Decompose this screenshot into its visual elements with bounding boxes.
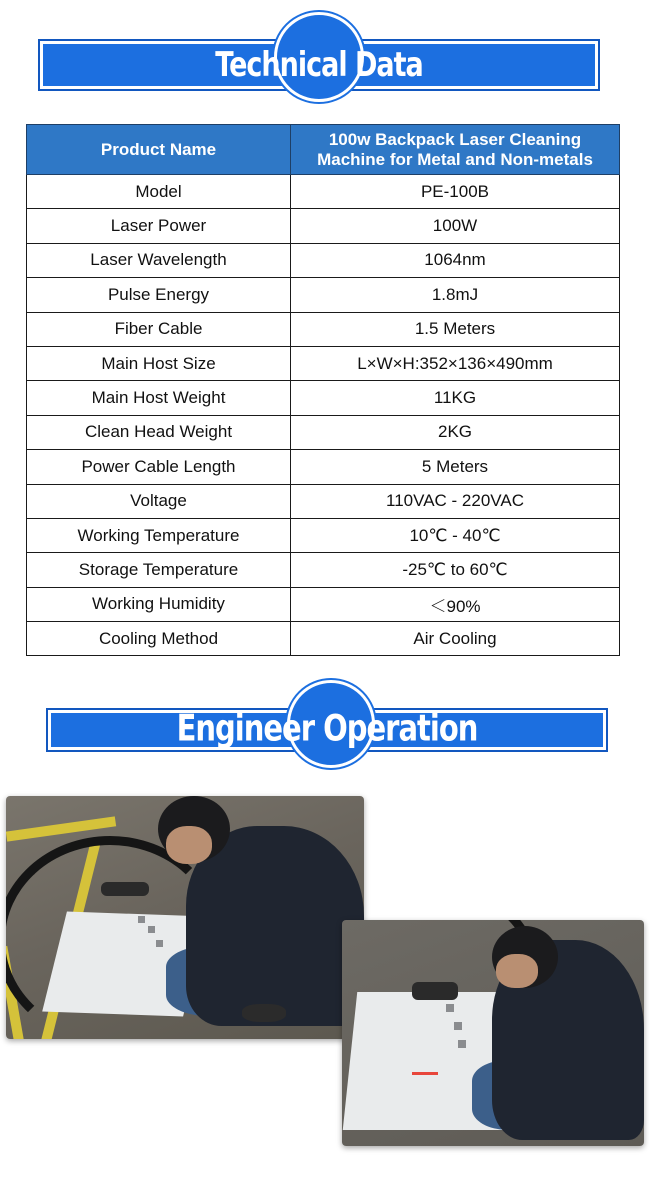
technical-data-banner — [38, 12, 600, 102]
spec-label: Working Humidity — [27, 587, 291, 621]
table-row — [27, 587, 620, 621]
table-row — [27, 553, 620, 587]
operation-photo-1 — [6, 796, 364, 1039]
header-product-title-line1: 100w Backpack Laser Cleaning — [328, 129, 582, 149]
laser-gun — [412, 982, 458, 1000]
spec-value: 5 Meters — [291, 450, 620, 484]
operation-photo-2 — [342, 920, 644, 1146]
table-row — [27, 622, 620, 656]
spec-label: Voltage — [27, 484, 291, 518]
spec-label: Main Host Size — [27, 346, 291, 380]
spec-label: Power Cable Length — [27, 450, 291, 484]
table-row — [27, 415, 620, 449]
spec-value: PE-100B — [291, 175, 620, 209]
header-product-title-line2: Machine for Metal and Non-metals — [317, 149, 593, 169]
spec-value: L×W×H:352×136×490mm — [291, 346, 620, 380]
table-row — [27, 450, 620, 484]
technical-data-title: Technical Data — [215, 46, 423, 85]
table-row — [27, 243, 620, 277]
person-face — [166, 826, 212, 864]
laser-beam — [412, 1072, 438, 1075]
engineer-operation-banner — [46, 680, 608, 775]
spec-label: Fiber Cable — [27, 312, 291, 346]
header-product-title — [291, 125, 620, 175]
table-header-row — [27, 125, 620, 175]
spec-value: 1064nm — [291, 243, 620, 277]
laser-gun — [101, 882, 149, 896]
spec-value: ＜90% — [291, 587, 620, 621]
spec-value: Air Cooling — [291, 622, 620, 656]
spec-value: 10℃ - 40℃ — [291, 518, 620, 552]
spec-value: 2KG — [291, 415, 620, 449]
spec-value: 100W — [291, 209, 620, 243]
table-row — [27, 209, 620, 243]
person-face — [496, 954, 538, 988]
spec-table-body — [27, 175, 620, 656]
spec-label: Pulse Energy — [27, 278, 291, 312]
spec-label: Laser Wavelength — [27, 243, 291, 277]
table-row — [27, 175, 620, 209]
spec-label: Storage Temperature — [27, 553, 291, 587]
spec-label: Laser Power — [27, 209, 291, 243]
table-row — [27, 484, 620, 518]
header-product-name: Product Name — [27, 125, 291, 175]
person-shoe — [242, 1004, 286, 1022]
spec-value: 1.5 Meters — [291, 312, 620, 346]
spec-table — [26, 124, 620, 656]
spec-value: 1.8mJ — [291, 278, 620, 312]
table-row — [27, 518, 620, 552]
table-row — [27, 312, 620, 346]
spec-value: -25℃ to 60℃ — [291, 553, 620, 587]
spec-label: Model — [27, 175, 291, 209]
spec-label: Main Host Weight — [27, 381, 291, 415]
spec-value: 11KG — [291, 381, 620, 415]
spec-label: Working Temperature — [27, 518, 291, 552]
table-row — [27, 381, 620, 415]
spec-label: Cooling Method — [27, 622, 291, 656]
table-row — [27, 278, 620, 312]
table-row — [27, 346, 620, 380]
engineer-operation-title: Engineer Operation — [176, 706, 478, 750]
spec-value: 110VAC - 220VAC — [291, 484, 620, 518]
spec-label: Clean Head Weight — [27, 415, 291, 449]
